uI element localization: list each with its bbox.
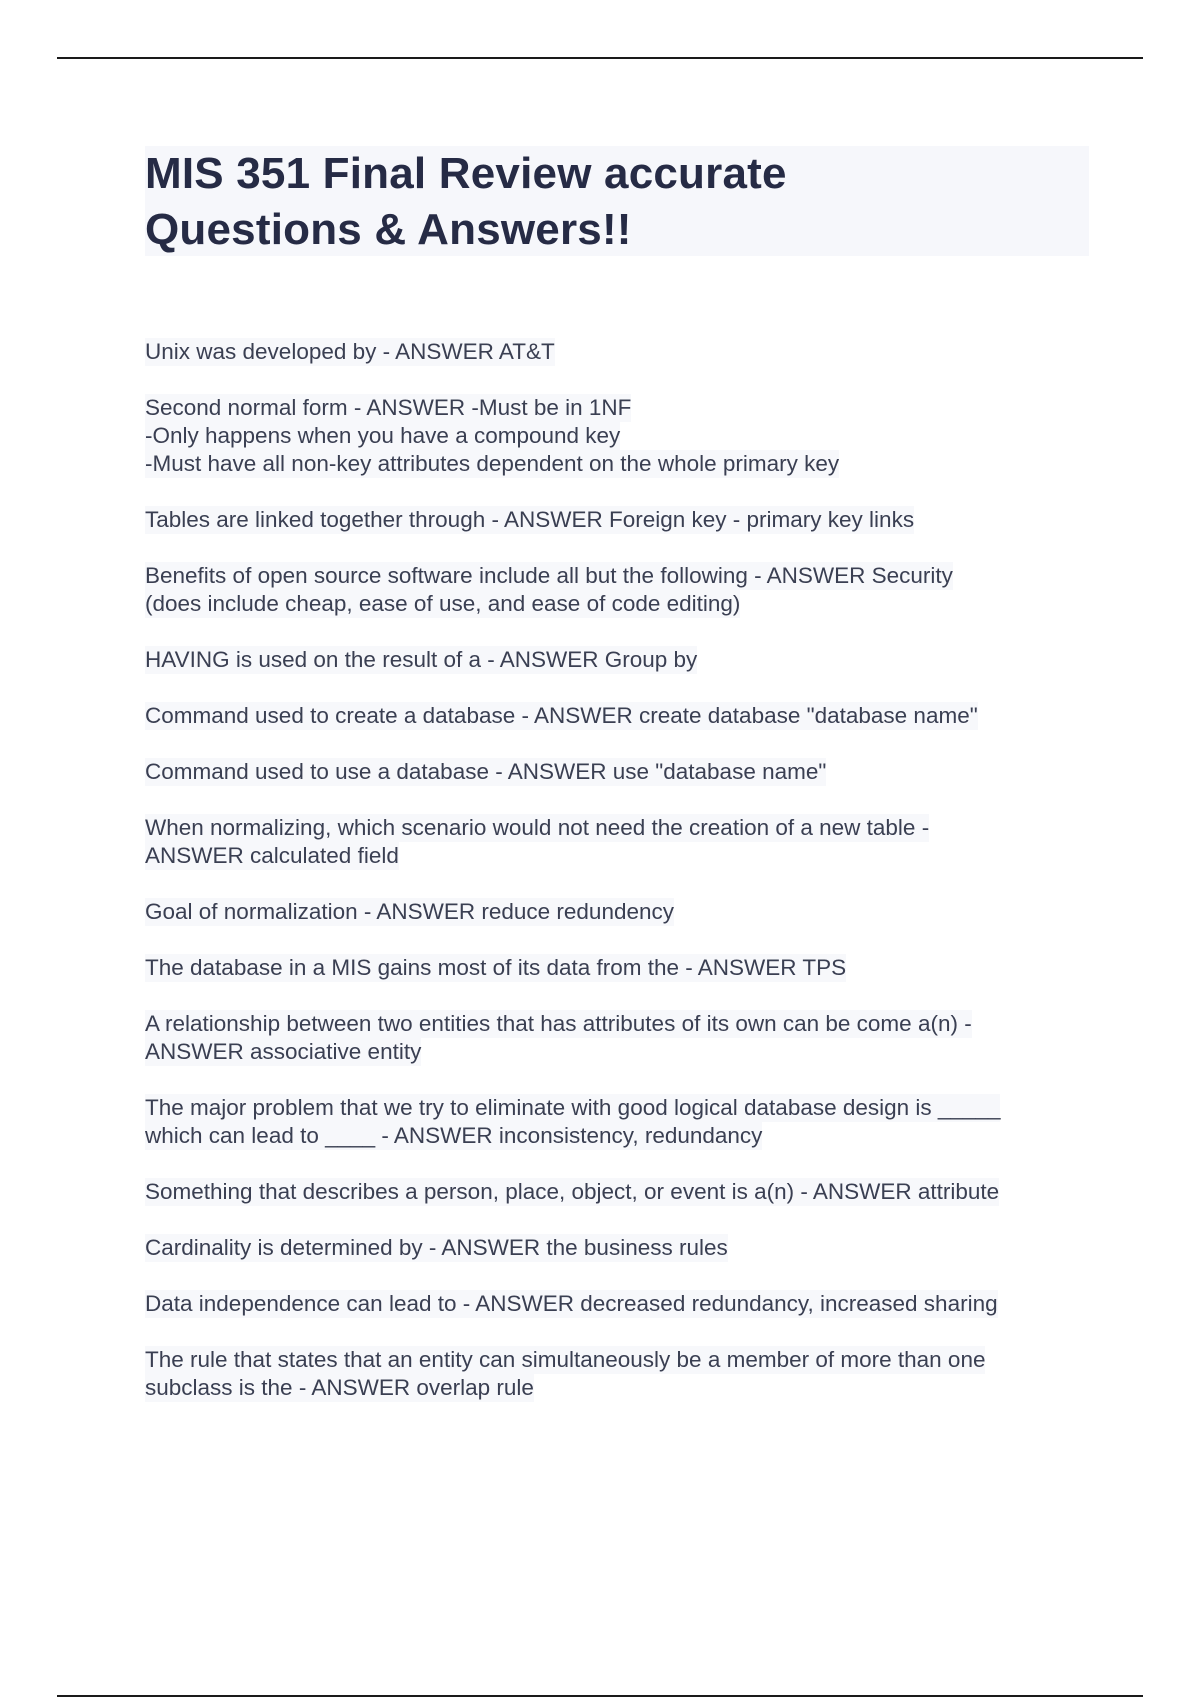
qa-item — [145, 394, 1085, 478]
title-block — [145, 146, 1089, 256]
qa-item — [145, 338, 1085, 366]
qa-item-line: The rule that states that an entity can simultaneously be a member of more than one — [145, 1347, 986, 1372]
qa-item-line: -Must have all non-key attributes dependent on the whole primary key — [145, 451, 840, 476]
qa-item-line: The database in a MIS gains most of its data from the - ANSWER TPS — [145, 955, 847, 980]
title-line-1: MIS 351 Final Review accurate — [145, 149, 787, 198]
qa-item — [145, 1346, 1085, 1402]
qa-item-line: Command used to create a database - ANSWER create database "database name" — [145, 703, 978, 728]
qa-list — [145, 338, 1085, 1430]
qa-item-line: A relationship between two entities that has attributes of its own can be come a(n) - — [145, 1011, 972, 1036]
qa-item — [145, 1290, 1085, 1318]
qa-item — [145, 1234, 1085, 1262]
document-title — [145, 146, 1089, 258]
qa-item-line: (does include cheap, ease of use, and ease of code editing) — [145, 591, 741, 616]
qa-item-line: Tables are linked together through - ANSWER Foreign key - primary key links — [145, 507, 915, 532]
qa-item-line: Second normal form - ANSWER -Must be in 1NF — [145, 395, 632, 420]
qa-item-line: HAVING is used on the result of a - ANSWER Group by — [145, 647, 698, 672]
qa-item — [145, 562, 1085, 618]
qa-item — [145, 814, 1085, 870]
qa-item-line: -Only happens when you have a compound key — [145, 423, 621, 448]
qa-item-line: Something that describes a person, place, object, or event is a(n) - ANSWER attribute — [145, 1179, 1000, 1204]
qa-item — [145, 1178, 1085, 1206]
qa-item-line: ANSWER calculated field — [145, 843, 399, 868]
qa-item-line: ANSWER associative entity — [145, 1039, 422, 1064]
qa-item-line: Data independence can lead to - ANSWER decreased redundancy, increased sharing — [145, 1291, 998, 1316]
qa-item-line: Cardinality is determined by - ANSWER the business rules — [145, 1235, 728, 1260]
qa-item-line: When normalizing, which scenario would not need the creation of a new table - — [145, 815, 930, 840]
qa-item-line: Command used to use a database - ANSWER use "database name" — [145, 759, 827, 784]
qa-item — [145, 702, 1085, 730]
title-line-2: Questions & Answers!! — [145, 205, 632, 254]
qa-item — [145, 1094, 1085, 1150]
qa-item-line: which can lead to ____ - ANSWER inconsistency, redundancy — [145, 1123, 763, 1148]
qa-item-line: Benefits of open source software include all but the following - ANSWER Security — [145, 563, 953, 588]
top-rule — [57, 57, 1143, 59]
qa-item-line: The major problem that we try to eliminate with good logical database design is _____ — [145, 1095, 1001, 1120]
qa-item — [145, 898, 1085, 926]
qa-item — [145, 646, 1085, 674]
qa-item-line: Unix was developed by - ANSWER AT&T — [145, 339, 555, 364]
qa-item — [145, 506, 1085, 534]
qa-item — [145, 1010, 1085, 1066]
qa-item — [145, 758, 1085, 786]
qa-item-line: Goal of normalization - ANSWER reduce redundency — [145, 899, 675, 924]
qa-item — [145, 954, 1085, 982]
qa-item-line: subclass is the - ANSWER overlap rule — [145, 1375, 534, 1400]
bottom-rule — [57, 1695, 1143, 1697]
